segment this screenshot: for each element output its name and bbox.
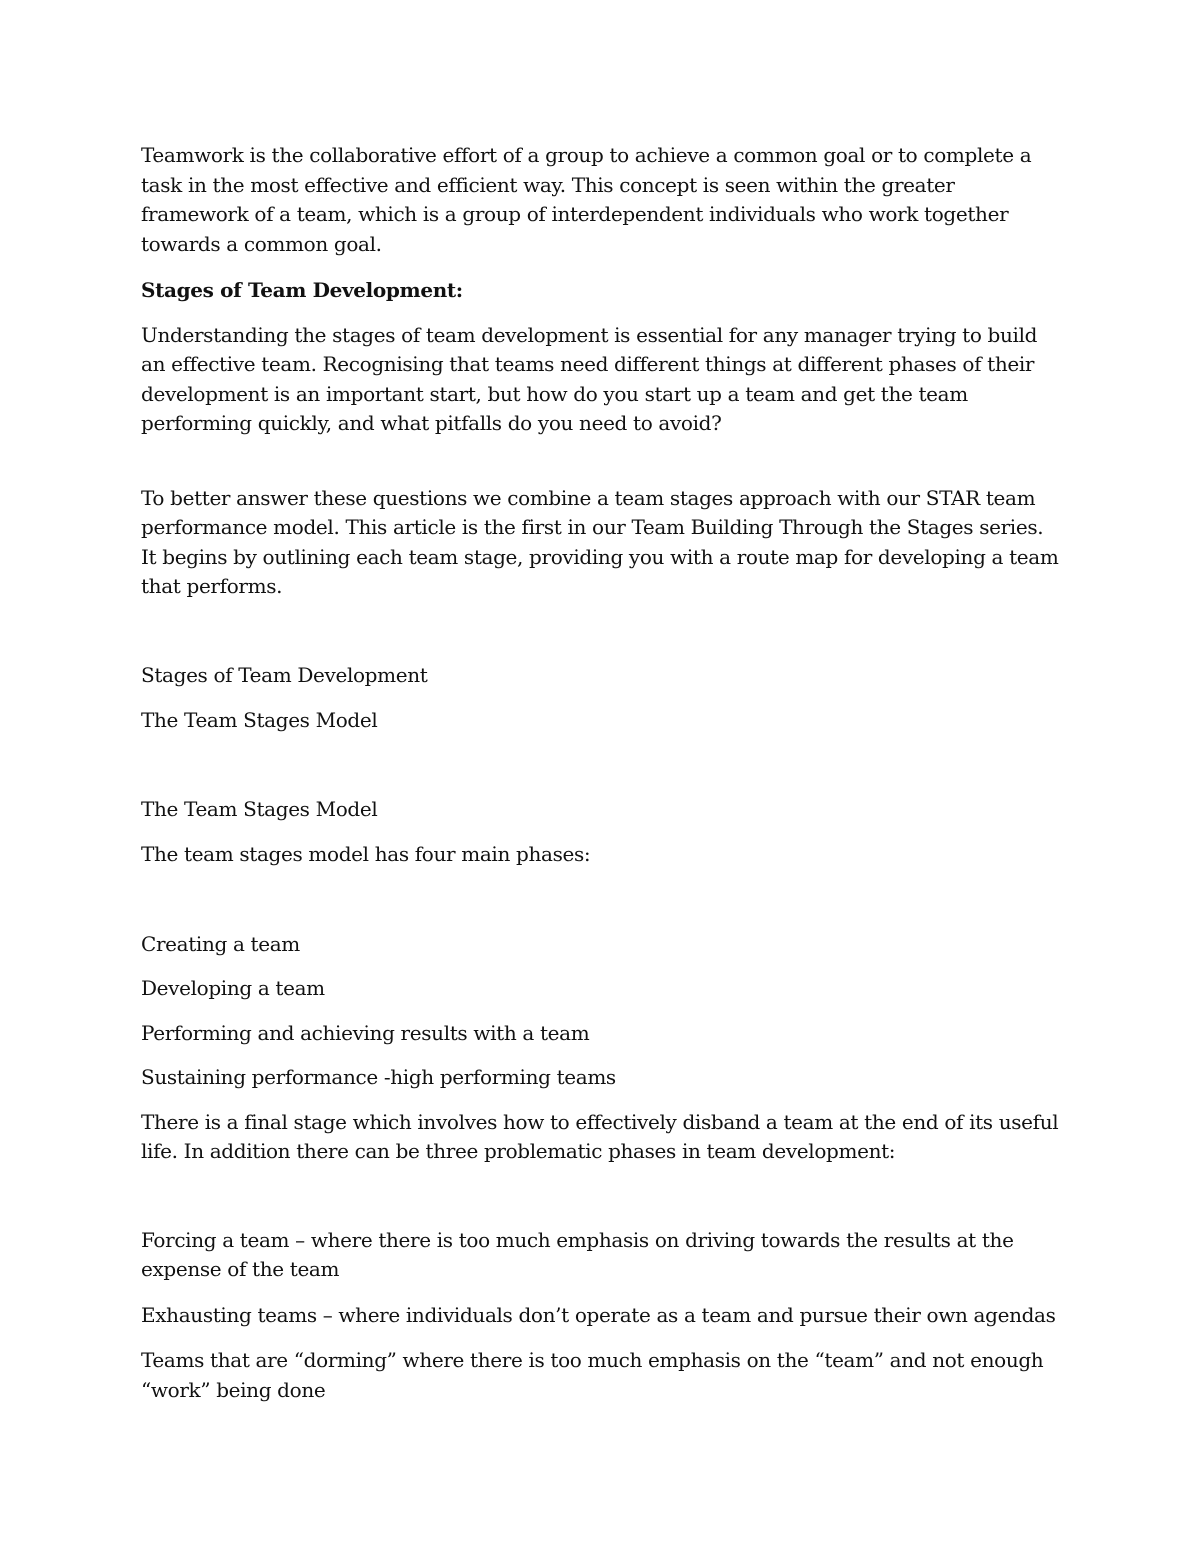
intro-paragraph: Teamwork is the collaborative effort of a group to achieve a common goal or to complete a task in the most effective and efficient way. This concept is seen within the greater framework of a team, which is a group of interdependent individuals who work together towards a common goal. xyxy=(141,143,1032,256)
problem-item: Exhausting teams – where individuals don’t operate as a team and pursue their own agendas xyxy=(141,1302,1056,1327)
section-heading: Stages of Team Development: xyxy=(141,278,463,302)
problem-item: Forcing a team – where there is too much emphasis on driving towards the results at the expense of the team xyxy=(141,1227,1014,1281)
team-stages-model-line-1: The Team Stages Model xyxy=(141,708,378,732)
final-stage-paragraph: There is a final stage which involves how to effectively disband a team at the end of its useful life. In addition there can be three problematic phases in team development: xyxy=(141,1109,1059,1163)
understanding-paragraph: Understanding the stages of team development is essential for any manager trying to build an effective team. Recognising that teams need different things at different phases of their development is an important start, but how do you start up a team and get the team performing quickly, and what pitfalls do you need to avoid? xyxy=(141,322,1038,435)
four-phases-line: The team stages model has four main phases: xyxy=(141,842,591,866)
stages-line: Stages of Team Development xyxy=(141,662,428,687)
answer-paragraph: To better answer these questions we combine a team stages approach with our STAR team performance model. This article is the first in our Team Building Through the Stages series. It begins by outlining each team stage, providing you with a route map for developing a team that performs. xyxy=(141,485,1059,598)
problem-item: Teams that are “dorming” where there is too much emphasis on the “team” and not enough “work” being done xyxy=(141,1348,1044,1402)
phase-item: Developing a team xyxy=(141,976,325,1000)
document-body xyxy=(141,141,1061,1405)
phase-item: Performing and achieving results with a team xyxy=(141,1020,590,1045)
phase-item: Sustaining performance -high performing teams xyxy=(141,1065,616,1089)
phase-item: Creating a team xyxy=(141,931,300,956)
team-stages-model-line-2: The Team Stages Model xyxy=(141,796,378,821)
